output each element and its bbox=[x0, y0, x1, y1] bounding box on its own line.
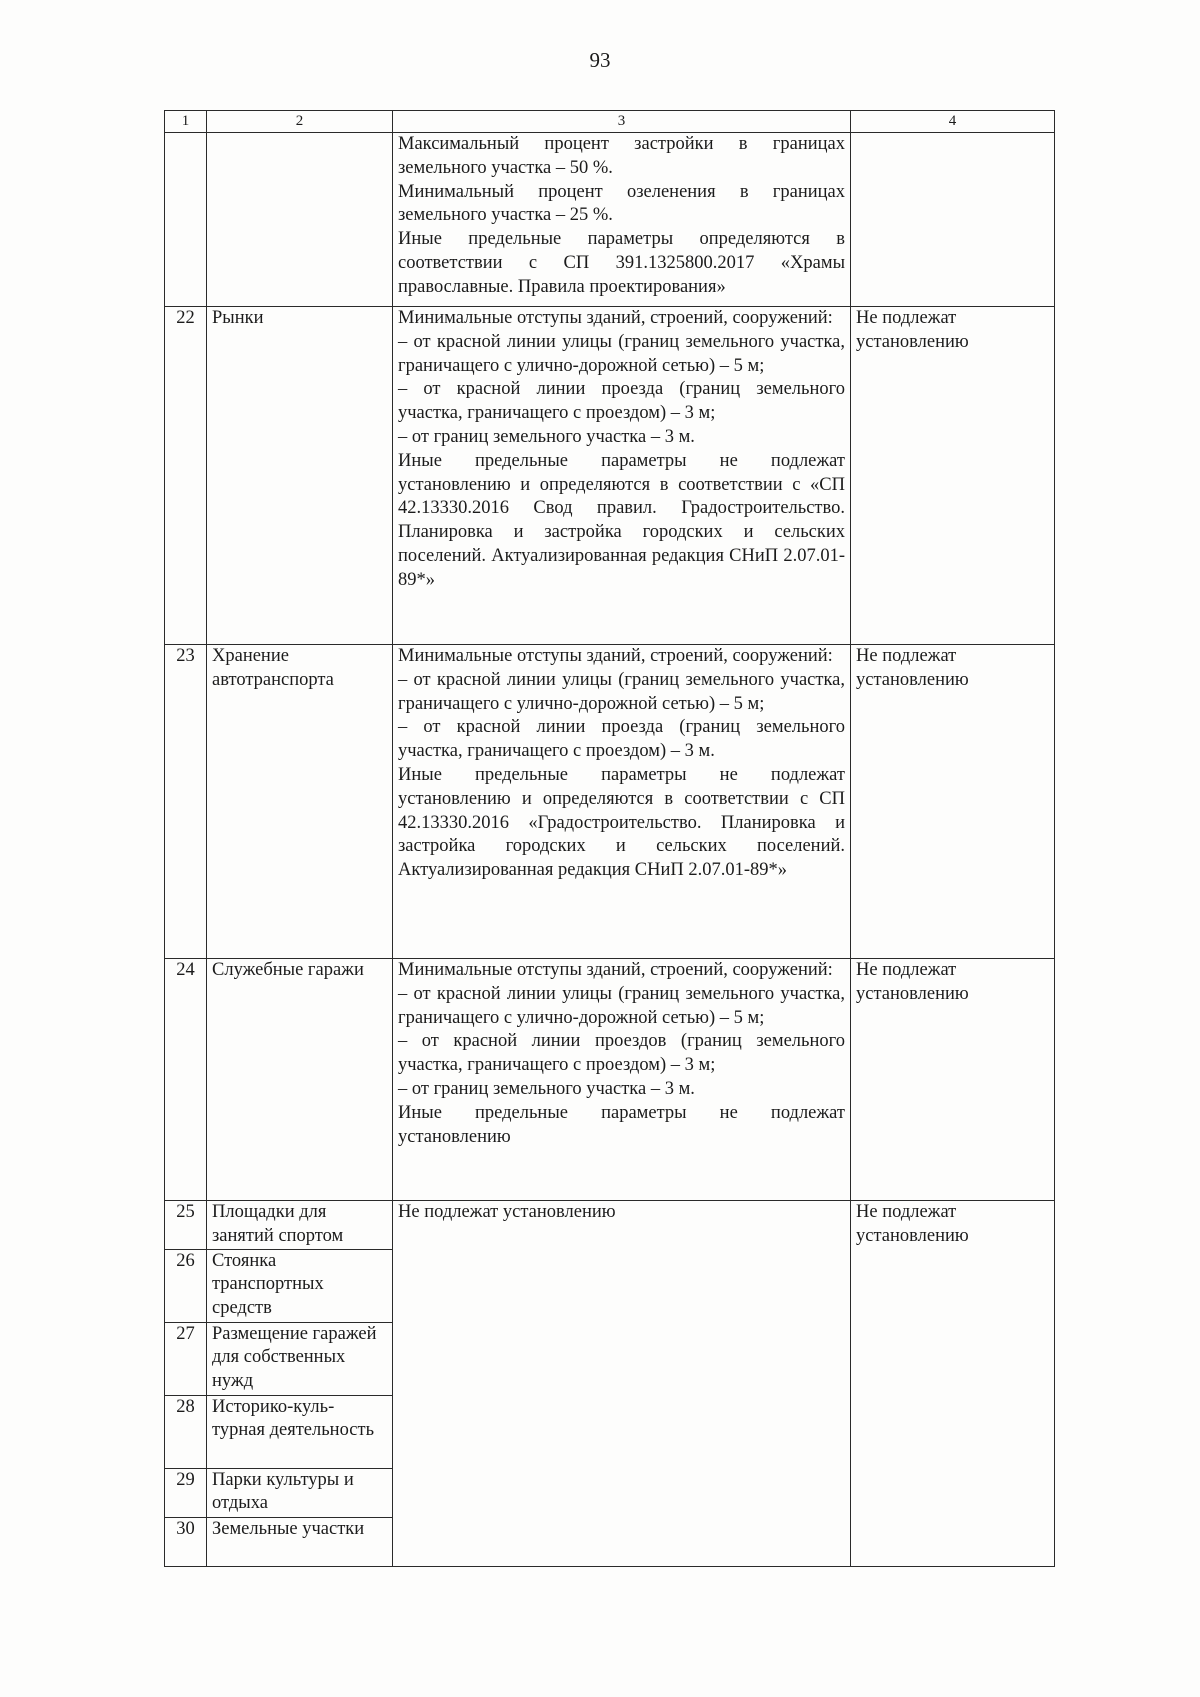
row-params-cell bbox=[393, 959, 851, 1201]
row-number-cell bbox=[165, 133, 207, 307]
param-paragraph: – от красной линии улицы (границ земельного участка, граничащего с улично-дорожной сетью) – 5 м; bbox=[398, 669, 845, 714]
table-header-row bbox=[165, 111, 1055, 133]
row-number: 23 bbox=[165, 645, 207, 959]
table-row-continuation bbox=[165, 133, 1055, 307]
row-name: Историко-куль-турная деятельность bbox=[207, 1395, 393, 1468]
param-paragraph: – от красной линии проездов (границ земельного участка, граничащего с проездом) – 3 м; bbox=[398, 1031, 845, 1076]
row-name-cell bbox=[207, 133, 393, 307]
param-paragraph: Минимальные отступы зданий, строений, сооружений: bbox=[398, 308, 833, 328]
regulations-table bbox=[164, 110, 1055, 1567]
row-number: 26 bbox=[165, 1249, 207, 1322]
row-col4: Не подлежат установлению bbox=[851, 959, 1055, 1201]
column-header: 3 bbox=[393, 111, 851, 133]
row-name: Размещение гаражей для собственных нужд bbox=[207, 1322, 393, 1395]
param-paragraph: – от границ земельного участка – 3 м. bbox=[398, 1078, 695, 1099]
row-number: 30 bbox=[165, 1517, 207, 1566]
param-paragraph: Иные предельные параметры не подлежат установлению и определяются в соответствии с СП 42.13330.2016 «Градостроительство. Планировка и застройка городских и сельских поселений. Актуализированная редакция СНиП 2.07.01-89*» bbox=[398, 764, 845, 881]
param-paragraph: Максимальный процент застройки в границах земельного участка – 50 %. bbox=[398, 134, 845, 178]
param-paragraph: Иные предельные параметры определяются в соответствии с СП 391.1325800.2017 «Храмы православные. Правила проектирования» bbox=[398, 229, 845, 297]
row-col4: Не подлежат установлению bbox=[851, 307, 1055, 645]
row-col4-cell bbox=[851, 133, 1055, 307]
row-number: 28 bbox=[165, 1395, 207, 1468]
table-row bbox=[165, 959, 1055, 1201]
group-col4-cell: Не подлежат установлению bbox=[851, 1201, 1055, 1567]
row-name: Хранение автотранспорта bbox=[207, 645, 393, 959]
row-name: Площадки для занятий спортом bbox=[207, 1201, 393, 1250]
row-number: 27 bbox=[165, 1322, 207, 1395]
row-params-cell bbox=[393, 307, 851, 645]
column-header: 4 bbox=[851, 111, 1055, 133]
row-params-cell bbox=[393, 133, 851, 307]
page-number: 93 bbox=[589, 48, 611, 72]
row-col4: Не подлежат установлению bbox=[851, 645, 1055, 959]
param-paragraph: Минимальные отступы зданий, строений, сооружений: bbox=[398, 646, 833, 666]
row-name: Служебные гаражи bbox=[207, 959, 393, 1201]
row-number: 25 bbox=[165, 1201, 207, 1250]
param-paragraph: – от красной линии проезда (границ земельного участка, граничащего с проездом) – 3 м. bbox=[398, 717, 845, 762]
table-row bbox=[165, 307, 1055, 645]
row-params-cell bbox=[393, 645, 851, 959]
column-header: 2 bbox=[207, 111, 393, 133]
group-params-cell: Не подлежат установлению bbox=[393, 1201, 851, 1567]
column-header: 1 bbox=[165, 111, 207, 133]
param-paragraph: Минимальный процент озеленения в границах земельного участка – 25 %. bbox=[398, 181, 845, 226]
row-number: 22 bbox=[165, 307, 207, 645]
param-paragraph: – от красной линии улицы (границ земельного участка, граничащего с улично-дорожной сетью) – 5 м; bbox=[398, 983, 845, 1028]
table-row bbox=[165, 645, 1055, 959]
row-number: 24 bbox=[165, 959, 207, 1201]
row-name: Парки культуры и отдыха bbox=[207, 1468, 393, 1517]
table-row bbox=[165, 1201, 1055, 1250]
row-name: Земельные участки bbox=[207, 1517, 393, 1566]
row-number: 29 bbox=[165, 1468, 207, 1517]
param-paragraph: Иные предельные параметры не подлежат установлению bbox=[398, 1102, 845, 1147]
row-name: Рынки bbox=[207, 307, 393, 645]
param-paragraph: – от красной линии улицы (границ земельного участка, граничащего с улично-дорожной сетью) – 5 м; bbox=[398, 331, 845, 376]
param-paragraph: – от красной линии проезда (границ земельного участка, граничащего с проездом) – 3 м; bbox=[398, 379, 845, 424]
param-paragraph: Минимальные отступы зданий, строений, сооружений: bbox=[398, 960, 833, 980]
param-paragraph: Иные предельные параметры не подлежат установлению и определяются в соответствии с «СП 42.13330.2016 Свод правил. Градостроительство. Планировка и застройка городских и сельских поселений. Актуализированная редакция СНиП 2.07.01-89*» bbox=[398, 450, 845, 590]
row-name: Стоянка транспортных средств bbox=[207, 1249, 393, 1322]
param-paragraph: – от границ земельного участка – 3 м. bbox=[398, 426, 695, 447]
